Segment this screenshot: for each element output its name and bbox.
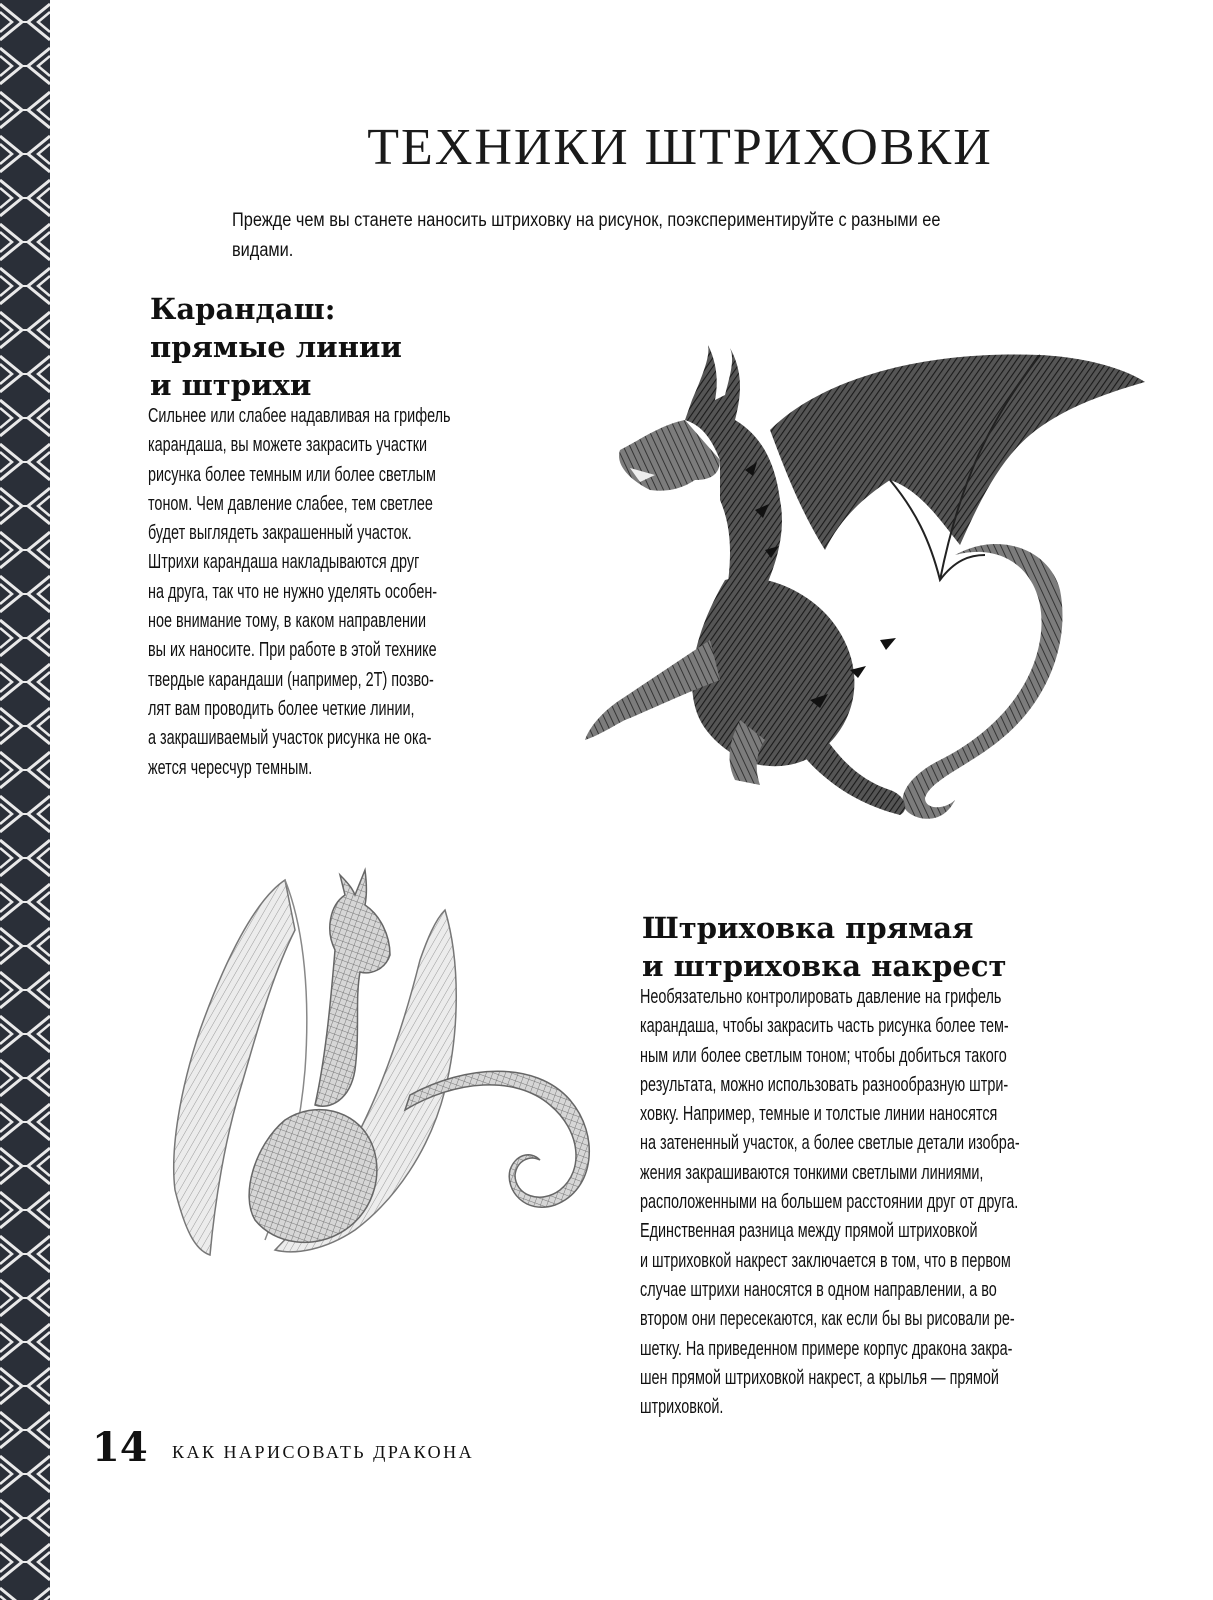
page-number: 14 [92,1424,148,1471]
body-line: на затененный участок, а более светлые детали изобра- [640,1132,1020,1155]
body-line: ное внимание тому, в каком направлении [148,610,426,633]
section1-heading [150,290,402,404]
body-line: жения закрашиваются тонкими светлыми линиями, [640,1161,984,1184]
body-line: и штриховкой накрест заключается в том, что в первом [640,1249,1011,1272]
body-line: втором они пересекаются, как если бы вы рисовали ре- [640,1308,1015,1331]
body-line: на друга, так что не нужно уделять особен- [148,580,438,603]
section2-heading-line: и штриховка накрест [642,949,1007,983]
section2-heading-line: Штриховка прямая [642,911,974,945]
body-line: тоном. Чем давление слабее, тем светлее [148,492,433,515]
section2-body [640,983,1020,1422]
running-title: КАК НАРИСОВАТЬ ДРАКОНА [172,1442,475,1462]
body-line: а закрашиваемый участок рисунка не ока- [148,727,432,750]
intro-paragraph: Прежде чем вы станете наносить штриховку на рисунок, поэкспериментируйте с разными ее видами. [232,210,941,261]
body-line: Единственная разница между прямой штриховкой [640,1220,978,1243]
body-line: вы их наносите. При работе в этой технике [148,639,437,662]
body-line: карандаша, вы можете закрасить участки [148,434,428,457]
section1-body [148,402,451,783]
body-line: шен прямой штриховкой накрест, а крылья — прямой [640,1366,999,1389]
body-line: жется чересчур темным. [148,756,313,779]
body-line: Необязательно контролировать давление на грифель [640,986,1002,1008]
body-line: лят вам проводить более четкие линии, [148,697,415,720]
body-line: случае штрихи наносятся в одном направлении, а во [640,1278,997,1301]
body-line: Штрихи карандаша накладываются друг [148,551,420,574]
section1-heading-line: прямые линии [150,330,402,364]
body-line: ховку. Например, темные и толстые линии наносятся [640,1103,998,1126]
section2-heading [642,909,1006,985]
body-line: рисунка более темным или более светлым [148,463,436,486]
section1-heading-line: Карандаш: [150,292,336,326]
body-line: штриховкой. [640,1396,724,1419]
body-line: будет выглядеть закрашенный участок. [148,522,412,545]
body-line: Сильнее или слабее надавливая на грифель [148,405,451,427]
body-line: твердые карандаши (например, 2Т) позво- [148,668,434,691]
body-line: шетку. На приведенном примере корпус дракона закра- [640,1337,1013,1360]
decorative-border [0,0,50,1600]
page-title: ТЕХНИКИ ШТРИХОВКИ [367,119,993,176]
light-dragon-illustration [155,860,625,1280]
dark-dragon-illustration [560,340,1160,840]
border-pattern-icon [0,0,50,1600]
body-line: карандаша, чтобы закрасить часть рисунка более тем- [640,1015,1009,1038]
section1-heading-line: и штрихи [150,368,312,402]
body-line: расположенными на большем расстоянии друг от друга. [640,1191,1019,1214]
body-line: ным или более светлым тоном; чтобы добиться такого [640,1044,1007,1067]
body-line: результата, можно использовать разнообразную штри- [640,1073,1009,1096]
